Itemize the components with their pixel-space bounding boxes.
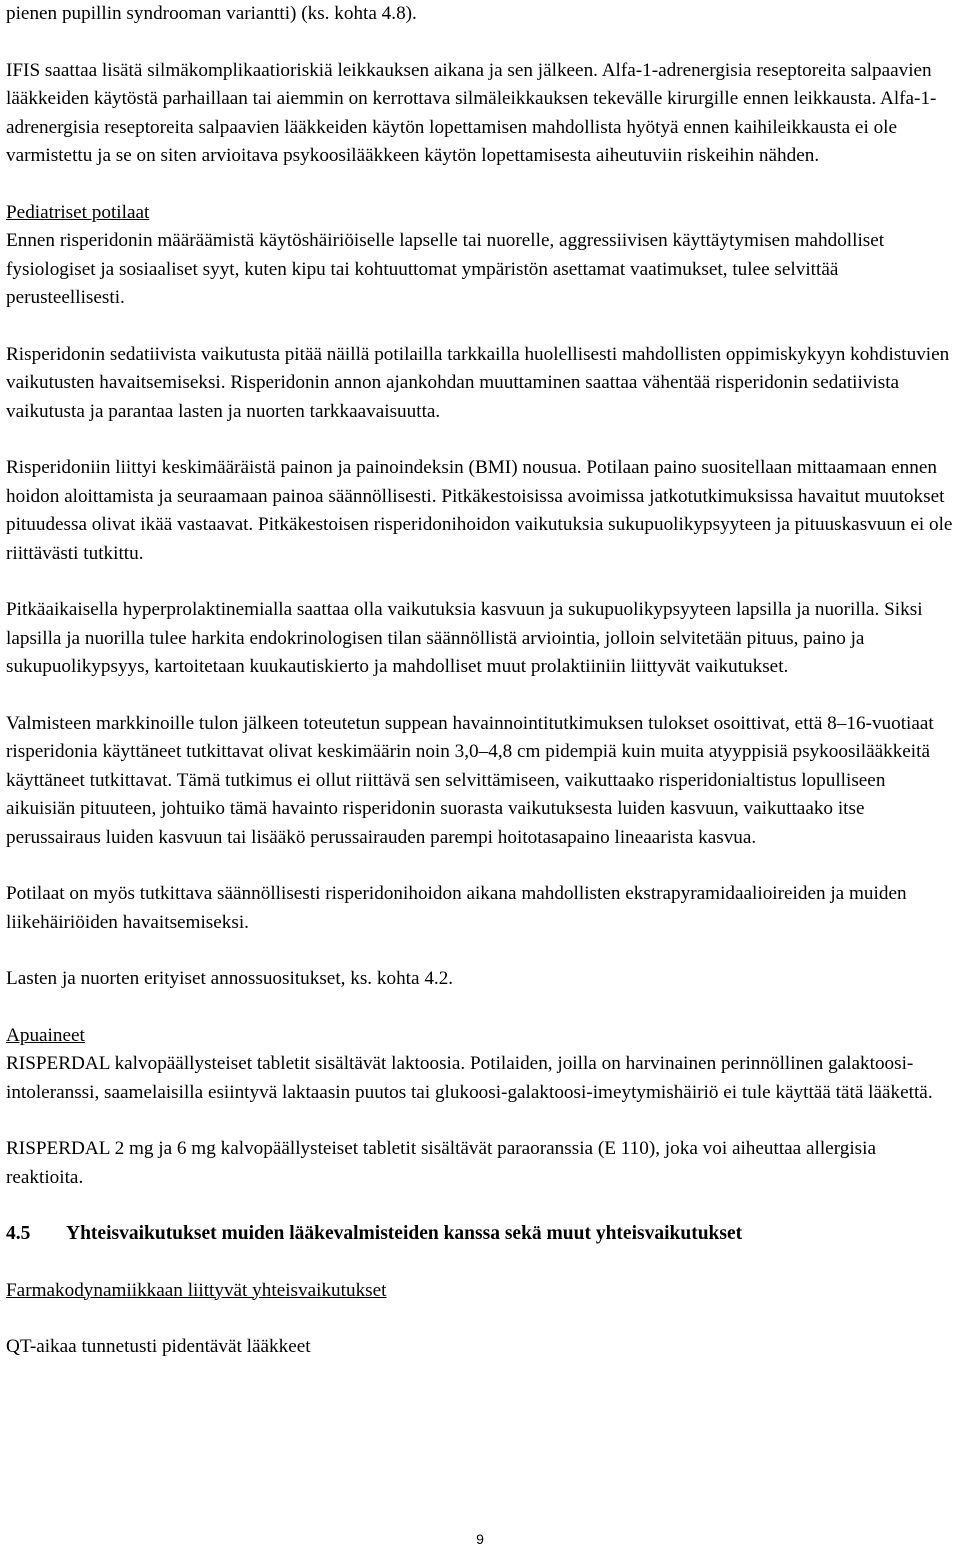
- paragraph-weight-gain: Risperidoniin liittyi keskimääräistä painon ja painoindeksin (BMI) nousua. Potilaan paino suositellaan mittaamaan ennen hoidon aloittamista ja seuraamaan painoa säännöllisesti. Pitkäkestoisissa avoimissa jatkotutkimuksissa havaitut muutokset pituudessa olivat ikää vastaavat. Pitkäkestoisen risperidonihoidon vaikutuksia sukupuolikypsyyteen ja pituuskasvuun ei ole riittävästi tutkittu.: [6, 457, 953, 564]
- paragraph-pupil-syndrome: pienen pupillin syndrooman variantti) (ks. kohta 4.8).: [6, 3, 417, 24]
- heading-pediatric-patients: Pediatriset potilaat: [6, 201, 150, 223]
- section-number: 4.5: [6, 1223, 31, 1244]
- heading-pharmacodynamic-interactions: Farmakodynamiikkaan liittyvät yhteisvaikutukset: [6, 1279, 387, 1301]
- page-number: 9: [476, 1531, 484, 1547]
- heading-excipients: Apuaineet: [6, 1024, 85, 1046]
- qt-prolonging-drugs-line: QT-aikaa tunnetusti pidentävät lääkkeet: [6, 1336, 311, 1357]
- paragraph-pediatric-1: Ennen risperidonin määräämistä käytöshäiriöiselle lapselle tai nuorelle, aggressiivisen käyttäytymisen mahdolliset fysiologiset ja sosiaaliset syyt, kuten kipu tai kohtuuttomat ympäristön asettamat vaatimukset, tulee selvittää perusteellisesti.: [6, 230, 885, 308]
- paragraph-sunset-yellow: RISPERDAL 2 mg ja 6 mg kalvopäällysteiset tabletit sisältävät paraoranssia (E 110), joka voi aiheuttaa allergisia reaktioita.: [6, 1138, 876, 1188]
- paragraph-postmarketing-study: Valmisteen markkinoille tulon jälkeen toteutetun suppean havainnointitutkimuksen tulokset osoittivat, että 8–16-vuotiaat risperidonia käyttäneet tutkittavat olivat keskimäärin noin 3,0–4,8 cm pidempiä kuin muita atyyppisiä psykoosilääkkeitä käyttäneet tutkittavat. Tämä tutkimus ei ollut riittävä sen selvittämiseen, vaikuttaako risperidonialtistus lopulliseen aikuisiän pituuteen, johtuiko tämä havainto risperidonin suorasta vaikutuksesta luiden kasvuun, vaikuttaako itse perussairaus luiden kasvuun tai lisääkö perussairauden parempi hoitotasapaino lineaarista kasvua.: [6, 712, 934, 848]
- paragraph-hyperprolactinemia: Pitkäaikaisella hyperprolaktinemialla saattaa olla vaikutuksia kasvuun ja sukupuolikypsyyteen lapsilla ja nuorilla. Siksi lapsilla ja nuorilla tulee harkita endokrinologisen tilan säännöllistä arviointia, jolloin selvitetään pituus, paino ja sukupuolikypsyys, kartoitetaan kuukautiskierto ja mahdolliset muut prolaktiiniin liittyvät vaikutukset.: [6, 599, 923, 677]
- section-title-text: Yhteisvaikutukset muiden lääkevalmisteiden kanssa sekä muut yhteisvaikutukset: [66, 1223, 743, 1244]
- paragraph-extrapyramidal: Potilaat on myös tutkittava säännöllisesti risperidonihoidon aikana mahdollisten ekstrapyramidaalioireiden ja muiden liikehäiriöiden havaitsemiseksi.: [6, 883, 907, 933]
- paragraph-dosage-reference: Lasten ja nuorten erityiset annossuositukset, ks. kohta 4.2.: [6, 968, 454, 989]
- paragraph-ifis: IFIS saattaa lisätä silmäkomplikaatioriskiä leikkauksen aikana ja sen jälkeen. Alfa-1-adrenergisia reseptoreita salpaavien lääkkeiden käytöstä parhaillaan tai aiemmin on kerrottava silmäleikkauksen tekevälle kirurgille ennen leikkausta. Alfa-1-adrenergisia reseptoreita salpaavien lääkkeiden käytön lopettamisen mahdollista hyötyä ennen kaihileikkausta ei ole varmistettu ja se on siten arvioitava psykoosilääkkeen käytön lopettamisesta aiheutuviin riskeihin nähden.: [6, 59, 937, 166]
- document-page: [6, 0, 954, 1362]
- paragraph-sedative-effect: Risperidonin sedatiivista vaikutusta pitää näillä potilailla tarkkailla huolellisesti mahdollisten oppimiskykyyn kohdistuvien vaikutusten havaitsemiseksi. Risperidonin annon ajankohdan muuttaminen saattaa vähentää risperidonin sedatiivista vaikutusta ja parantaa lasten ja nuorten tarkkaavaisuutta.: [6, 343, 950, 422]
- section-title: [6, 1220, 954, 1249]
- paragraph-lactose: RISPERDAL kalvopäällysteiset tabletit sisältävät laktoosia. Potilaiden, joilla on harvinainen perinnöllinen galaktoosi-intoleranssi, saamelaisilla esiintyvä laktaasin puutos tai glukoosi-galaktoosi-imeytymishäiriö ei tule käyttää tätä lääkettä.: [6, 1053, 933, 1103]
